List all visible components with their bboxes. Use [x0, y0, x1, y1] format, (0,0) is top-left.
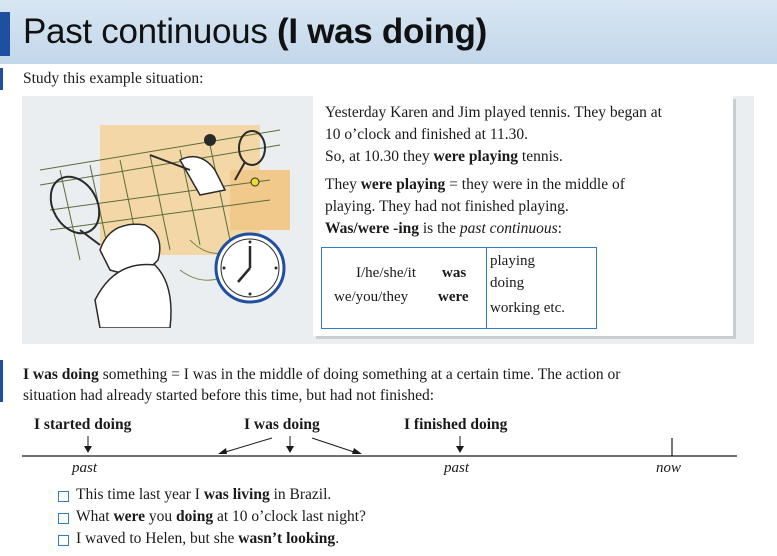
- timeline-graphic: [22, 412, 742, 482]
- panel-line-6: Was/were -ing is the past continuous:: [325, 220, 562, 237]
- table-divider: [486, 248, 487, 328]
- table-subject-1: I/he/she/it: [356, 265, 416, 281]
- timeline: [22, 412, 742, 482]
- table-aux-2: were: [438, 289, 469, 305]
- table-verb-1: playing: [490, 253, 535, 269]
- explanation-text: [23, 364, 763, 406]
- panel-line-3: So, at 10.30 they were playing tennis.: [325, 148, 563, 165]
- explanation-line-2: situation had already started before this time, but had not finished:: [23, 387, 435, 404]
- intro-text: Study this example situation:: [23, 70, 204, 87]
- intro-accent-bar: [0, 68, 3, 90]
- title-main: Past continuous: [23, 12, 268, 51]
- example-item-1: This time last year I was living in Brazil.: [58, 486, 366, 508]
- table-aux-1: was: [442, 265, 467, 281]
- header-accent-bar: [0, 12, 10, 56]
- tennis-illustration: [40, 110, 296, 328]
- panel-line-5: playing. They had not finished playing.: [325, 198, 569, 215]
- timeline-past-2: past: [444, 460, 470, 476]
- page-title: [23, 12, 487, 52]
- example-list: [58, 486, 366, 552]
- panel-line-1: Yesterday Karen and Jim played tennis. They began at: [325, 104, 662, 121]
- panel-line-4: They were playing = they were in the middle of: [325, 176, 625, 193]
- table-verb-3: working etc.: [490, 300, 565, 316]
- timeline-label-finished: I finished doing: [404, 416, 508, 433]
- bullet-box-icon: [58, 535, 69, 546]
- bullet-box-icon: [58, 513, 69, 524]
- page-header: [0, 0, 777, 64]
- table-subject-2: we/you/they: [334, 289, 409, 305]
- timeline-past-1: past: [72, 460, 98, 476]
- timeline-label-was-doing: I was doing: [244, 416, 320, 433]
- conjugation-table: [321, 247, 597, 329]
- title-paren: (I was doing): [277, 12, 487, 51]
- bullet-box-icon: [58, 491, 69, 502]
- example-item-3: I waved to Helen, but she wasn’t looking.: [58, 530, 366, 552]
- table-verb-2: doing: [490, 275, 525, 291]
- timeline-now: now: [656, 460, 682, 476]
- example-item-2: What were you doing at 10 o’clock last night?: [58, 508, 366, 530]
- panel-line-2: 10 o’clock and finished at 11.30.: [325, 126, 529, 143]
- timeline-label-started: I started doing: [34, 416, 132, 433]
- section-accent-bar: [0, 360, 3, 402]
- explanation-line-1: I was doing something = I was in the middle of doing something at a certain time. The action or: [23, 366, 621, 383]
- explanation-panel: [313, 96, 733, 336]
